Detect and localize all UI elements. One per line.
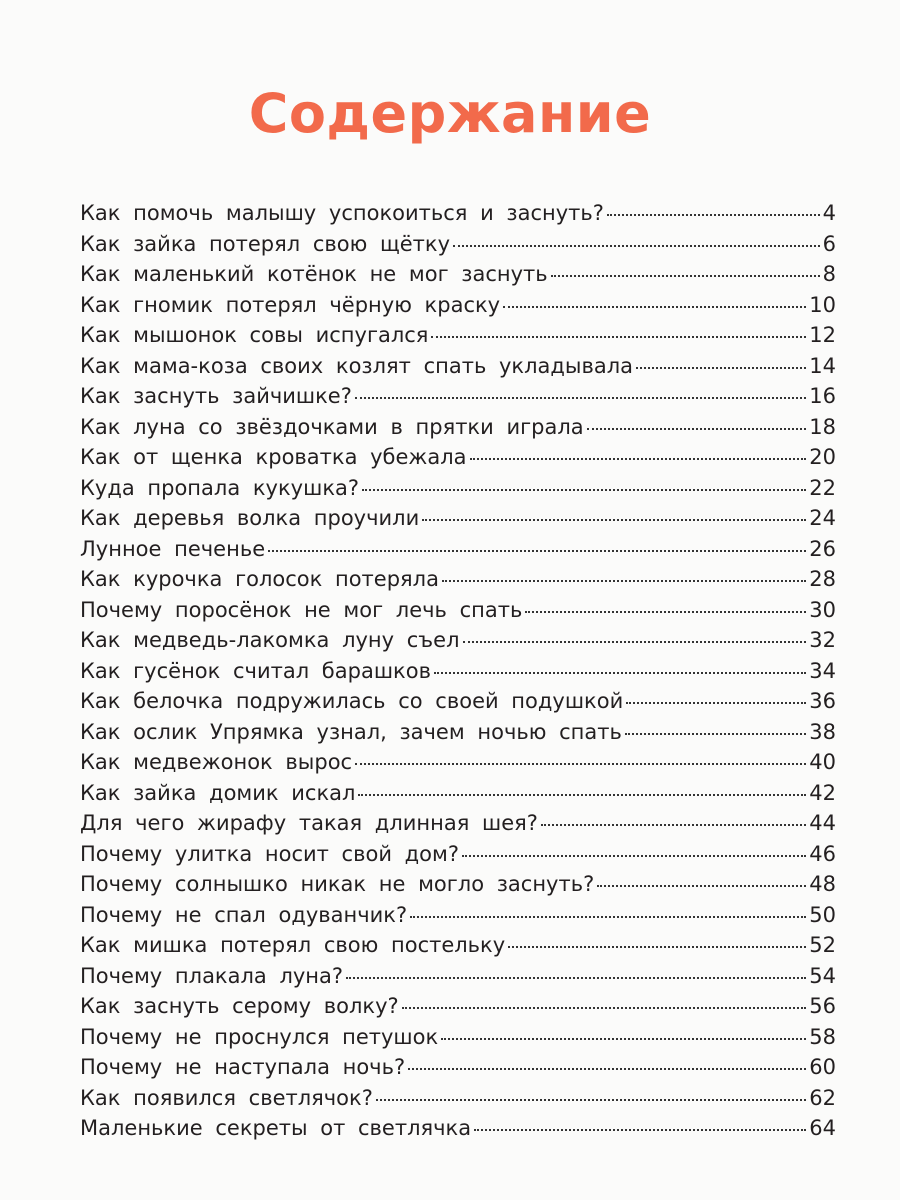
toc-entry-page-number: 62 [809, 1085, 836, 1110]
toc-entry-title: Почему улитка носит свой дом? [80, 841, 460, 866]
dot-leader [410, 916, 806, 918]
toc-entry-title: Как маленький котёнок не мог заснуть [80, 262, 548, 286]
toc-entry-page-number: 52 [809, 933, 836, 957]
toc-entry-title: Как мышонок совы испугался [80, 323, 429, 347]
toc-entry-page-number: 6 [822, 231, 836, 256]
toc-entry-title: Как от щенка кроватка убежала [80, 445, 467, 469]
toc-entry-page-number: 12 [809, 323, 836, 347]
toc-entry-title: Почему не проснулся петушок [80, 1024, 439, 1049]
toc-entry[interactable] [80, 994, 836, 1025]
toc-entry[interactable] [80, 293, 836, 324]
dot-leader [626, 702, 806, 704]
toc-entry-title: Как заснуть серому волку? [80, 994, 399, 1018]
dot-leader [346, 977, 806, 979]
toc-entry[interactable] [80, 872, 836, 903]
toc-entry-title: Почему не наступала ночь? [80, 1055, 406, 1079]
dot-leader [376, 1099, 806, 1101]
dot-leader [541, 824, 806, 826]
toc-entry-page-number: 56 [809, 994, 836, 1018]
dot-leader [551, 275, 820, 277]
toc-entry[interactable] [80, 232, 836, 263]
toc-entry-page-number: 32 [809, 628, 836, 652]
toc-entry[interactable] [80, 781, 836, 812]
dot-leader [607, 214, 820, 216]
toc-entry[interactable] [80, 1116, 836, 1147]
toc-entry-title: Почему поросёнок не мог лечь спать [80, 597, 523, 622]
dot-leader [268, 550, 806, 552]
toc-entry[interactable] [80, 476, 836, 507]
dot-leader [508, 946, 806, 948]
toc-entry-page-number: 64 [809, 1116, 836, 1140]
dot-leader [453, 245, 820, 247]
toc-entry[interactable] [80, 628, 836, 659]
toc-entry[interactable] [80, 1086, 836, 1117]
toc-entry-title: Как луна со звёздочками в прятки играла [80, 414, 584, 439]
toc-entry-title: Как белочка подружилась со своей подушкой [80, 689, 624, 713]
toc-entry-page-number: 54 [809, 963, 836, 988]
dot-leader [525, 611, 806, 613]
toc-entry[interactable] [80, 567, 836, 598]
dot-leader [587, 428, 807, 430]
dot-leader [636, 367, 806, 369]
dot-leader [434, 672, 806, 674]
toc-entry-page-number: 28 [809, 567, 836, 591]
toc-entry-title: Как помочь малышу успокоиться и заснуть? [80, 201, 604, 225]
toc-entry-title: Как гусёнок считал барашков [80, 658, 431, 683]
toc-entry[interactable] [80, 1055, 836, 1086]
dot-leader [474, 1129, 806, 1131]
toc-entry-page-number: 4 [822, 201, 836, 225]
toc-entry[interactable] [80, 659, 836, 690]
dot-leader [503, 306, 806, 308]
toc-entry-title: Куда пропала кукушка? [80, 475, 360, 500]
toc-entry[interactable] [80, 598, 836, 629]
dot-leader [463, 641, 807, 643]
toc-entry-page-number: 38 [809, 719, 836, 744]
toc-entry-page-number: 46 [809, 841, 836, 866]
toc-entry-title: Лунное печенье [80, 536, 266, 561]
dot-leader [408, 1068, 806, 1070]
toc-entry-title: Почему солнышко никак не могло заснуть? [80, 872, 595, 896]
toc-entry[interactable] [80, 506, 836, 537]
toc-entry[interactable] [80, 262, 836, 293]
toc-entry-title: Как медвежонок вырос [80, 750, 353, 774]
toc-entry-title: Как зайка домик искал [80, 780, 356, 805]
toc-entry-title: Как медведь-лакомка луну съел [80, 628, 460, 652]
toc-entry[interactable] [80, 720, 836, 751]
toc-entry-title: Для чего жирафу такая длинная шея? [80, 811, 538, 835]
toc-entry-page-number: 58 [809, 1024, 836, 1049]
toc-entry[interactable] [80, 354, 836, 385]
toc-entry[interactable] [80, 842, 836, 873]
toc-entry-page-number: 36 [809, 689, 836, 713]
toc-entry-page-number: 40 [809, 750, 836, 774]
toc-entry-page-number: 16 [809, 384, 836, 408]
toc-entry-title: Как заснуть зайчишке? [80, 384, 352, 408]
toc-entry-page-number: 24 [809, 506, 836, 530]
toc-entry-title: Почему не спал одуванчик? [80, 902, 408, 927]
toc-entry-page-number: 48 [809, 872, 836, 896]
toc-entry-title: Как мама-коза своих козлят спать укладывала [80, 353, 634, 378]
dot-leader [597, 885, 806, 887]
dot-leader [422, 519, 806, 521]
dot-leader [402, 1007, 807, 1009]
toc-entry-page-number: 20 [809, 445, 836, 469]
dot-leader [355, 763, 806, 765]
dot-leader [625, 733, 806, 735]
dot-leader [355, 397, 806, 399]
toc-entry-title: Как появился светлячок? [80, 1085, 373, 1110]
dot-leader [431, 336, 806, 338]
toc-entry[interactable] [80, 903, 836, 934]
toc-entry-title: Как курочка голосок потеряла [80, 567, 439, 591]
toc-entry-title: Маленькие секреты от светлячка [80, 1116, 472, 1140]
toc-entry-page-number: 10 [809, 292, 836, 317]
toc-entry[interactable] [80, 1025, 836, 1056]
dot-leader [470, 458, 807, 460]
toc-entry[interactable] [80, 384, 836, 415]
toc-entry-title: Как гномик потерял чёрную краску [80, 292, 501, 317]
dot-leader [462, 855, 806, 857]
dot-leader [362, 489, 806, 491]
dot-leader [441, 1038, 806, 1040]
dot-leader [442, 580, 806, 582]
toc-entry[interactable] [80, 415, 836, 446]
toc-entry[interactable] [80, 323, 836, 354]
toc-entry-page-number: 30 [809, 597, 836, 622]
toc-entry-page-number: 26 [809, 536, 836, 561]
toc-entry[interactable] [80, 689, 836, 720]
toc-entry-page-number: 44 [809, 811, 836, 835]
toc-entry[interactable] [80, 811, 836, 842]
page-title: Содержание [248, 82, 652, 145]
toc-entry-title: Почему плакала луна? [80, 963, 344, 988]
toc-entry-page-number: 42 [809, 780, 836, 805]
toc-entry-page-number: 22 [809, 475, 836, 500]
toc-entry-page-number: 50 [809, 902, 836, 927]
toc-entry[interactable] [80, 445, 836, 476]
toc-entry-title: Как зайка потерял свою щётку [80, 231, 451, 256]
toc-entry-page-number: 8 [822, 262, 836, 286]
toc-entry-page-number: 60 [809, 1055, 836, 1079]
toc-entry-title: Как мишка потерял свою постельку [80, 933, 506, 957]
toc-entry[interactable] [80, 750, 836, 781]
toc-entry-title: Как деревья волка проучили [80, 506, 420, 530]
toc-entry[interactable] [80, 933, 836, 964]
table-of-contents [80, 201, 836, 1147]
toc-entry-page-number: 14 [809, 353, 836, 378]
toc-entry-title: Как ослик Упрямка узнал, зачем ночью спать [80, 719, 622, 744]
toc-entry[interactable] [80, 964, 836, 995]
toc-entry-page-number: 34 [809, 658, 836, 683]
toc-entry-page-number: 18 [809, 414, 836, 439]
toc-entry[interactable] [80, 201, 836, 232]
toc-entry[interactable] [80, 537, 836, 568]
dot-leader [358, 794, 806, 796]
